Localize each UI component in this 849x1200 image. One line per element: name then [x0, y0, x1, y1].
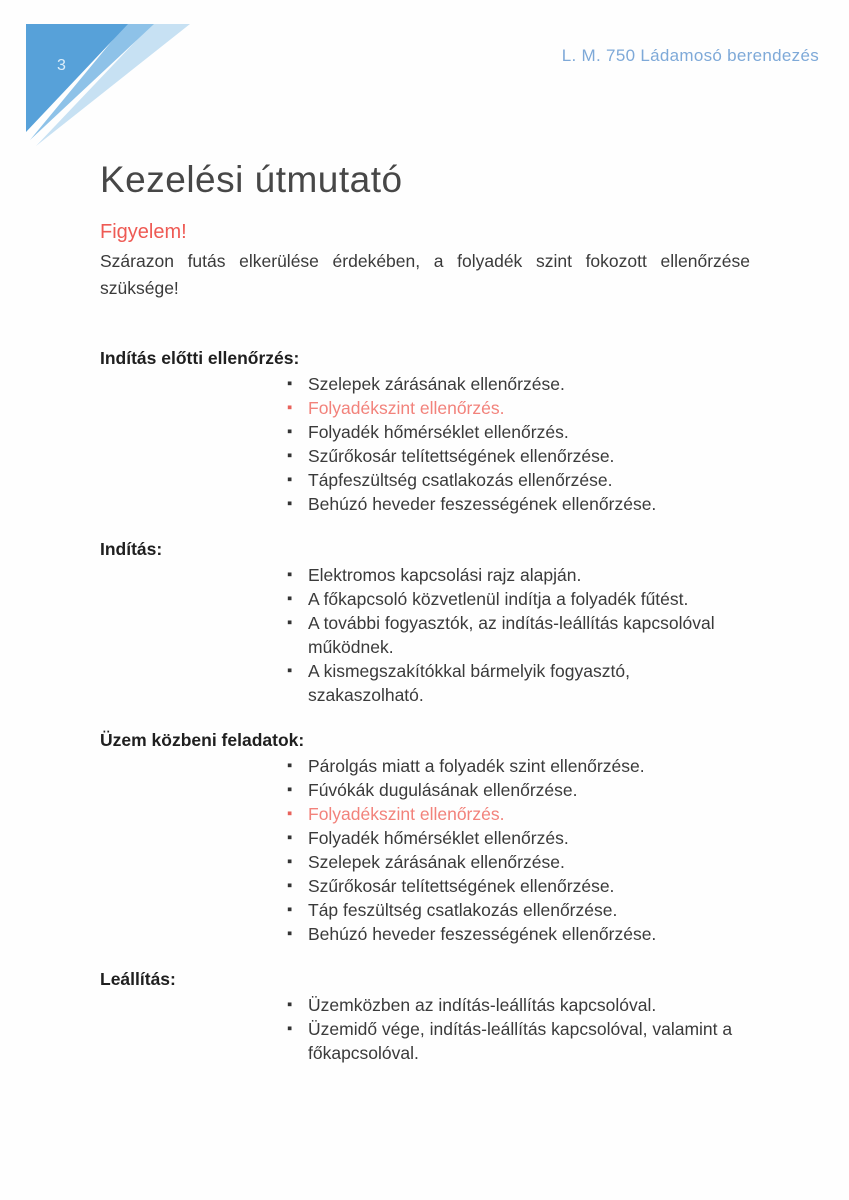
section-heading-leallitas: Leállítás: [100, 969, 176, 989]
list-item-text: Táp feszültség csatlakozás ellenőrzése. [308, 900, 618, 920]
list-item-text: A további fogyasztók, az indítás-leállítás kapcsolóval működnek. [308, 613, 715, 657]
list-item [287, 802, 747, 826]
list-item [287, 372, 747, 396]
warning-heading: Figyelem! [100, 221, 187, 243]
list-item-text: Folyadékszint ellenőrzés. [308, 398, 505, 418]
checklist-inditas-elotti [100, 372, 747, 516]
list-item-text: Behúzó heveder feszességének ellenőrzése. [308, 924, 657, 944]
checklist-uzem-kozbeni [100, 754, 747, 946]
list-item [287, 778, 747, 802]
list-item [287, 420, 747, 444]
list-item-text: Fúvókák dugulásának ellenőrzése. [308, 780, 578, 800]
list-item [287, 563, 747, 587]
list-item [287, 922, 747, 946]
corner-decoration [0, 0, 220, 170]
section-heading-inditas: Indítás: [100, 539, 163, 559]
list-item [287, 492, 747, 516]
list-item-text: Behúzó heveder feszességének ellenőrzése. [308, 494, 657, 514]
list-item-text: Szelepek zárásának ellenőrzése. [308, 852, 565, 872]
list-item [287, 754, 747, 778]
list-item [287, 587, 747, 611]
page-number: 3 [57, 57, 66, 74]
list-item-text: Szűrőkosár telítettségének ellenőrzése. [308, 876, 615, 896]
list-item [287, 898, 747, 922]
list-item-text: A kismegszakítókkal bármelyik fogyasztó, szakaszolható. [308, 661, 630, 705]
list-item [287, 396, 747, 420]
list-item [287, 993, 747, 1017]
list-item-text: Szelepek zárásának ellenőrzése. [308, 374, 565, 394]
list-item [287, 826, 747, 850]
list-item [287, 1017, 747, 1065]
list-item-text: A főkapcsoló közvetlenül indítja a folyadék fűtést. [308, 589, 689, 609]
list-item [287, 468, 747, 492]
page-content [100, 158, 760, 1065]
section-heading-inditas-elotti: Indítás előtti ellenőrzés: [100, 348, 300, 368]
list-item-text: Folyadék hőmérséklet ellenőrzés. [308, 828, 569, 848]
list-item-text: Szűrőkosár telítettségének ellenőrzése. [308, 446, 615, 466]
warning-text: Szárazon futás elkerülése érdekében, a folyadék szint fokozott ellenőrzése szüksége! [100, 251, 750, 298]
list-item [287, 444, 747, 468]
list-item-text: Párolgás miatt a folyadék szint ellenőrzése. [308, 756, 645, 776]
list-item [287, 874, 747, 898]
list-item-text: Üzemidő vége, indítás-leállítás kapcsolóval, valamint a főkapcsolóval. [308, 1019, 733, 1063]
list-item-text: Folyadékszint ellenőrzés. [308, 804, 505, 824]
running-header: L. M. 750 Ládamosó berendezés [561, 46, 819, 65]
section-heading-uzem-kozbeni: Üzem közbeni feladatok: [100, 730, 305, 750]
list-item [287, 659, 747, 707]
list-item-text: Folyadék hőmérséklet ellenőrzés. [308, 422, 569, 442]
list-item-text: Üzemközben az indítás-leállítás kapcsolóval. [308, 995, 657, 1015]
list-item [287, 850, 747, 874]
list-item-text: Elektromos kapcsolási rajz alapján. [308, 565, 582, 585]
list-item [287, 611, 747, 659]
list-item-text: Tápfeszültség csatlakozás ellenőrzése. [308, 470, 613, 490]
checklist-leallitas [100, 993, 747, 1065]
checklist-inditas [100, 563, 747, 707]
page-title: Kezelési útmutató [100, 159, 403, 200]
